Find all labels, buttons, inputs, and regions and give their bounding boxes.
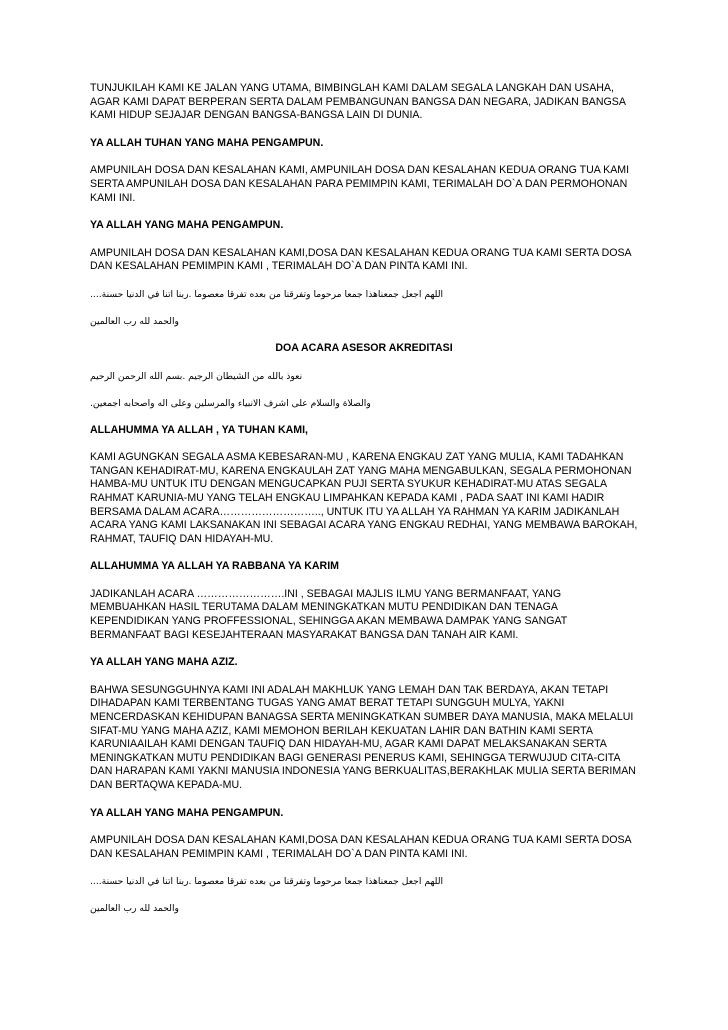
paragraph-jadikanlah: JADIKANLAH ACARA …………………….INI , SEBAGAI MAJLIS ILMU YANG BERMANFAAT, YANG MEMBUAHKAN HASIL TERUTAMA DALAM MENINGKATKAN MUTU PENDIDIKAN DAN TENAGA KEPENDIDIKAN YANG PROFFESSIONAL, SEHINGGA AKAN MEMBAWA DAMPAK YANG SANGAT BERMANFAAT BAGI KESEJAHTERAAN MASYARAKAT BANGSA DAN TANAH AIR KAMI. (90, 587, 568, 641)
paragraph-sesungguhnya: BAHWA SESUNGGUHNYA KAMI INI ADALAH MAKHLUK YANG LEMAH DAN TAK BERDAYA, AKAN TETAPI DIHADAPAN KAMI TERBENTANG TUGAS YANG AMAT BERAT TETAPI SUNGGUH MULYA, YAKNI MENCERDASKAN KEHIDUPAN BANAGSA SERTA MENINGKATKAN SUMBER DAYA MANUSIA, MAKA MELALUI SIFAT-MU YANG MAHA AZIZ, KAMI MEMOHON BERILAH KEKUATAN LAHIR DAN BATHIN KAMI SERTA KARUNIAAILAH KAMI DENGAN TAUFIQ DAN HIDAYAH-MU, AGAR KAMI DAPAT MELAKSANAKAN SERTA MENINGKATKAN MUTU PENDIDIKAN BAGI GENERASI PENERUS KAMI, SEHINGGA TERWUJUD CITA-CITA DAN HARAPAN KAMI YAKNI MANUSIA INDONESIA YANG BERKUALITAS,BERAKHLAK MULIA SERTA BERIMAN DAN BERTAQWA KEPADA-MU. (90, 683, 636, 791)
arabic-hamdalah-2 (90, 902, 638, 915)
paragraph-agungkan: KAMI AGUNGKAN SEGALA ASMA KEBESARAN-MU , KARENA ENGKAU ZAT YANG MULIA, KAMI TADAHKAN TANGAN KEHADIRAT-MU, KARENA ENGKAULAH ZAT YANG MAHA MENGABULKAN, SEGALA PERMOHONAN HAMBA-MU UNTUK ITU DENGAN MENGUCAPKAN PUJI SERTA SYUKUR KEHADIRAT-MU ATAS SEGALA RAHMAT KARUNIA-MU YANG TELAH ENGKAU LIMPAHKAN KEPADA KAMI , PADA SAAT INI KAMI HADIR BERSAMA DALAM ACARA……………………….., UNTUK ITU YA ALLAH YA RAHMAN YA KARIM JADIKANLAH ACARA YANG KAMI LAKSANAKAN INI SEBAGAI ACARA YANG ENGKAU REDHAI, YANG MEMBAWA BAROKAH, RAHMAT, TAUFIQ DAN HIDAYAH-MU. (90, 451, 638, 545)
heading-allahumma-1: ALLAHUMMA YA ALLAH , YA TUHAN KAMI, (90, 423, 308, 436)
document-title: DOA ACARA ASESOR AKREDITASI (275, 341, 453, 354)
arabic-shalawat (90, 397, 638, 410)
heading-maha-aziz: YA ALLAH YANG MAHA AZIZ. (90, 656, 238, 669)
heading-maha-pengampun-1: YA ALLAH YANG MAHA PENGAMPUN. (90, 219, 284, 232)
arabic-hamdalah-1-text: والحمد لله رب العالمين (90, 315, 179, 327)
arabic-shalawat-text: والصلاة والسلام على اشرف الانبياء والمرسلين وعلى اله واصحابه اجمعين. (90, 397, 371, 409)
paragraph-ampunilah-1: AMPUNILAH DOSA DAN KESALAHAN KAMI, AMPUNILAH DOSA DAN KESALAHAN KEDUA ORANG TUA KAMI SERTA AMPUNILAH DOSA DAN KESALAHAN PARA PEMIMPIN KAMI, TERIMALAH DO`A DAN PERMOHONAN KAMI INI. (90, 164, 630, 204)
paragraph-ampunilah-2: AMPUNILAH DOSA DAN KESALAHAN KAMI,DOSA DAN KESALAHAN KEDUA ORANG TUA KAMI SERTA DOSA DAN KESALAHAN PEMIMPIN KAMI , TERIMALAH DO`A DAN PINTA KAMI INI. (90, 246, 632, 273)
arabic-hamdalah-1 (90, 315, 638, 328)
arabic-prayer-1 (90, 288, 638, 301)
heading-allahumma-2: ALLAHUMMA YA ALLAH YA RABBANA YA KARIM (90, 560, 339, 573)
heading-maha-pengampun-2: YA ALLAH YANG MAHA PENGAMPUN. (90, 806, 284, 819)
arabic-prayer-1-text: اللهم اجعل جمعناهذا جمعا مرحوما وتفرقنا من بعده تفرقا معصوما .ربنا اتنا في الدنيا حسنة.... (90, 288, 444, 300)
arabic-prayer-2-text: اللهم اجعل جمعناهذا جمعا مرحوما وتفرقنا من بعده تفرقا معصوما .ربنا اتنا في الدنيا حسنة.... (90, 876, 444, 888)
document-body (90, 82, 638, 929)
heading-tuhan-maha-pengampun: YA ALLAH TUHAN YANG MAHA PENGAMPUN. (90, 136, 324, 149)
arabic-taawudz-text: نعوذ بالله من الشيطان الرجيم .بسم الله الرحمن الرحيم (90, 370, 303, 382)
paragraph-ampunilah-3: AMPUNILAH DOSA DAN KESALAHAN KAMI,DOSA DAN KESALAHAN KEDUA ORANG TUA KAMI SERTA DOSA DAN KESALAHAN PEMIMPIN KAMI , TERIMALAH DO`A DAN PINTA KAMI INI. (90, 834, 632, 860)
arabic-hamdalah-2-text: والحمد لله رب العالمين (90, 903, 179, 915)
arabic-prayer-2 (90, 875, 638, 888)
paragraph-guidance: TUNJUKILAH KAMI KE JALAN YANG UTAMA, BIMBINGLAH KAMI DALAM SEGALA LANGKAH DAN USAHA, AGAR KAMI DAPAT BERPERAN SERTA DALAM PEMBANGUNAN BANGSA DAN NEGARA, JADIKAN BANGSA KAMI HIDUP SEJAJAR DENGAN BANGSA-BANGSA LAIN DI DUNIA. (90, 82, 626, 122)
arabic-taawudz (90, 370, 638, 383)
